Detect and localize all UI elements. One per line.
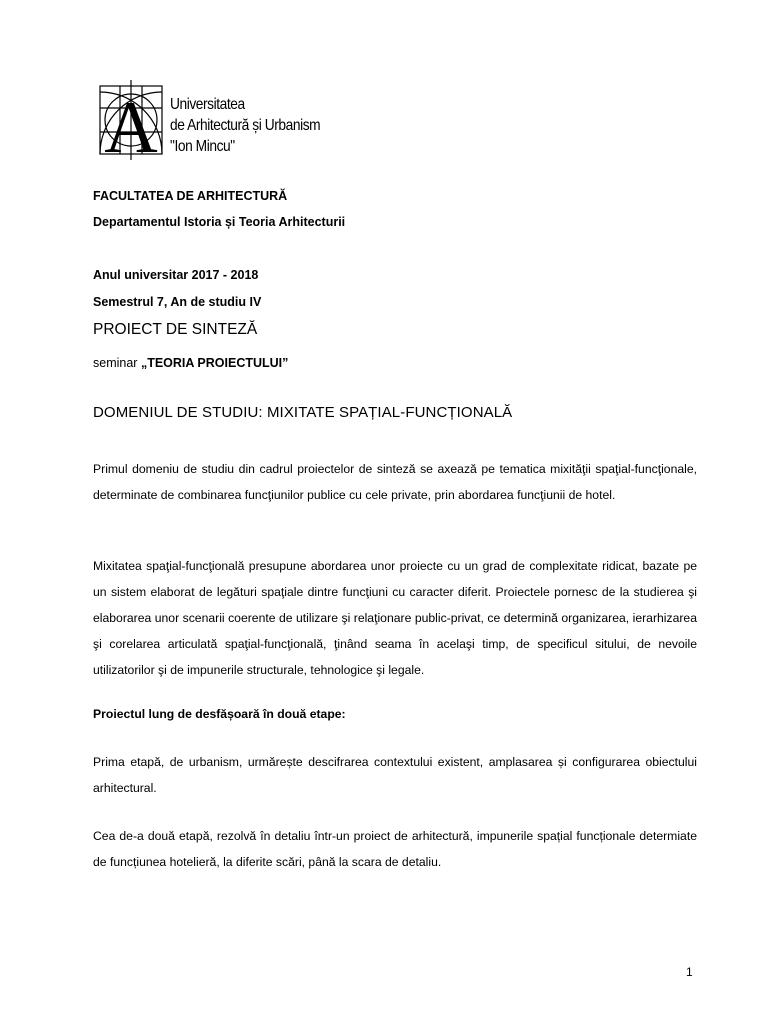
semester-info: Semestrul 7, An de studiu IV: [93, 295, 262, 309]
university-logo: [96, 80, 336, 160]
study-domain-heading: DOMENIUL DE STUDIU: MIXITATE SPAȚIAL-FUNCȚIONALĂ: [93, 404, 513, 421]
project-title: PROIECT DE SINTEZĂ: [93, 321, 258, 338]
university-name: [170, 94, 320, 157]
paragraph-stage-two: Cea de-a două etapă, rezolvă în detaliu într-un proiect de arhitectură, impunerile spațial funcționale determiate de funcțiunea hotelieră, la diferite scări, până la scara de detaliu.: [93, 829, 697, 869]
logo-line-1: Universitatea: [170, 96, 245, 113]
svg-text:A: A: [104, 87, 158, 160]
logo-line-2: de Arhitectură și Urbanism: [170, 117, 321, 134]
paragraph-intro: Primul domeniu de studiu din cadrul proiectelor de sinteză se axează pe tematica mixităţii spaţial-funcţionale, determinate de combinarea funcţiunilor publice cu cele private, prin abordarea funcţiunii de hotel.: [93, 462, 697, 502]
faculty-heading: FACULTATEA DE ARHITECTURĂ: [93, 189, 288, 203]
academic-year: Anul universitar 2017 - 2018: [93, 268, 259, 282]
paragraph-mixity: Mixitatea spaţial-funcţională presupune abordarea unor proiecte cu un grad de complexitate ridicat, bazate pe un sistem elaborat de legături spaţiale dintre funcţiuni cu caracter diferit. Proiectele pornesc de la studierea şi elaborarea unor scenarii coerente de utilizare şi relaţionare public-privat, ce determină organizarea, ierarhizarea şi corelarea articulată spaţial-funcţională, ţinând seama în acelaşi timp, de specificul sitului, de nevoile utilizatorilor şi de impunerile structurale, tehnologice şi legale.: [93, 559, 697, 677]
page-number: 1: [686, 965, 693, 979]
seminar-name: „TEORIA PROIECTULUI”: [140, 356, 289, 370]
department-heading: Departamentul Istoria și Teoria Arhitecturii: [93, 215, 346, 229]
paragraph-stages-heading: Proiectul lung de desfășoară în două etape:: [93, 707, 346, 721]
seminar-line: [93, 356, 288, 370]
logo-line-3: "Ion Mincu": [170, 138, 235, 155]
university-emblem-icon: [96, 80, 166, 160]
seminar-prefix: seminar: [93, 356, 138, 370]
paragraph-stage-one: Prima etapă, de urbanism, urmărește descifrarea contextului existent, amplasarea și configurarea obiectului arhitectural.: [93, 755, 697, 795]
